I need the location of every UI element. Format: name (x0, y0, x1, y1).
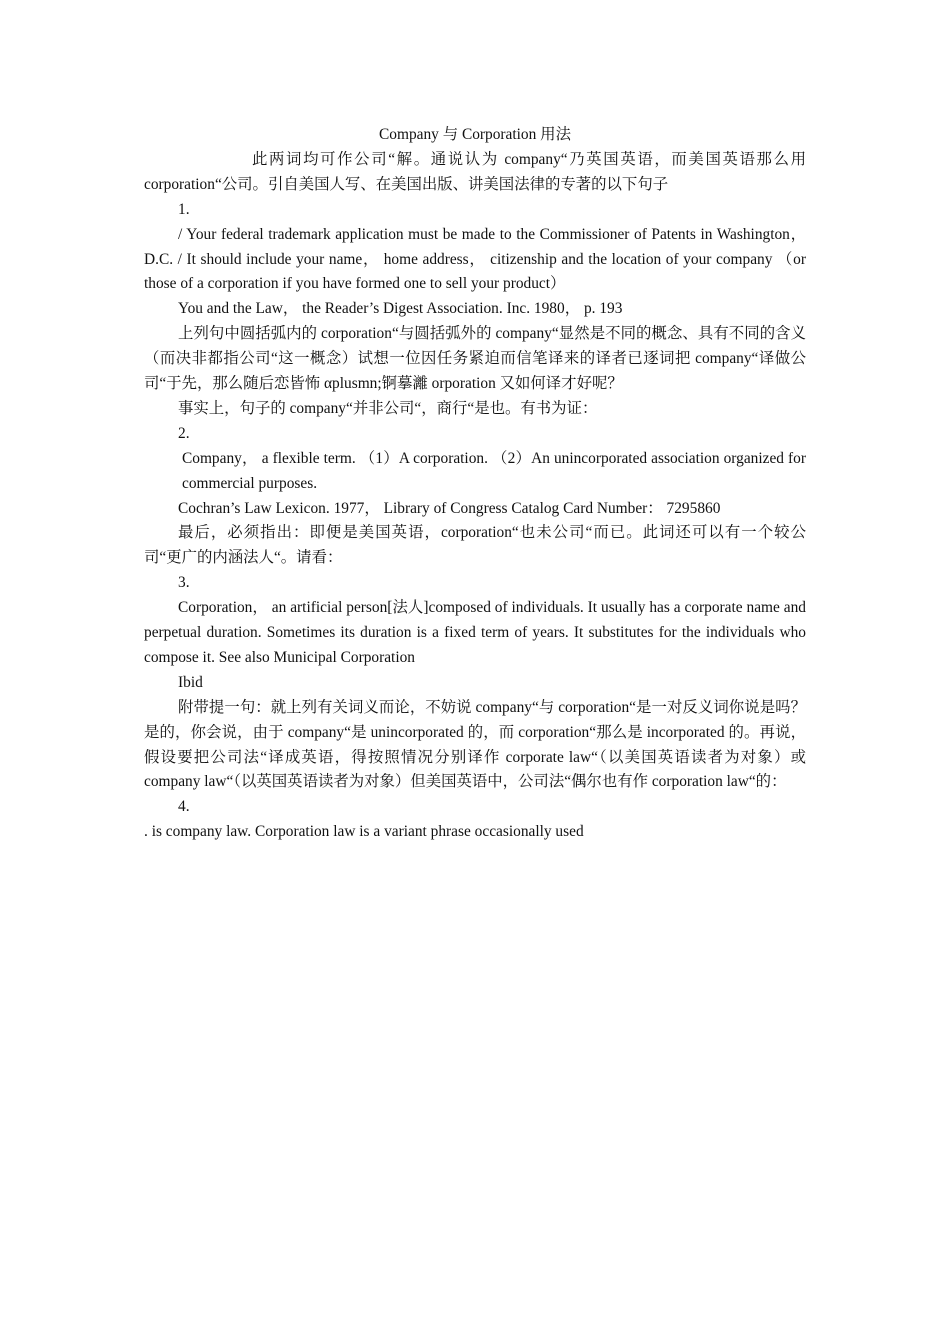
example-quote-3: Corporation， an artificial person[法人]composed of individuals. It usually has a corporate name and perpetual duration. Sometimes its duration is a fixed term of years. It substitutes for the individuals who compose it. See also Municipal Corporation (144, 599, 806, 666)
example-number-4: 4. (178, 798, 190, 816)
example-number-1: 1. (178, 200, 190, 218)
intro-paragraph: 此两词均可作公司“解。通说认为 company“乃英国英语，而美国英语那么用 corporation“公司。引自美国人写、在美国出版、讲美国法律的专著的以下句子 (144, 150, 806, 193)
paragraph-4: 最后，必须指出：即便是美国英语，corporation“也未公司“而已。此词还可以有一个较公司“更广的内涵法人“。请看： (144, 524, 806, 567)
document-body (144, 123, 806, 845)
example-quote-1: / Your federal trademark application must be made to the Commissioner of Patents in Washington， D.C. / It should include your name， home address， citizenship and the location of your company （or those of a corporation if you have formed one to sell your product） (144, 225, 806, 293)
document-title: Company 与 Corporation 用法 (379, 126, 571, 143)
paragraph-3: 事实上，句子的 company“并非公司“，商行“是也。有书为证： (178, 399, 598, 417)
example-quote-2: Company， a flexible term. （1）A corporation. （2）An unincorporated association organized for commercial purposes. (182, 449, 806, 492)
paragraph-5: 附带提一句：就上列有关词义而论，不妨说 company“与 corporation“是一对反义词你说是吗？是的，你会说，由于 company“是 unincorporated 的，而 corporation“那么是 incorporated 的。再说，假设要把公司法“译成英语，得按照情况分别译作 corporate law“（以美国英语读者为对象）或 company law“（以英国英语读者为对象）但美国英语中，公司法“偶尔也有作 corporation law“的： (144, 698, 806, 791)
example-quote-4: . is company law. Corporation law is a variant phrase occasionally used (144, 823, 584, 841)
example-number-2: 2. (178, 424, 190, 442)
example-source-3: Ibid (178, 673, 203, 691)
paragraph-2: 上列句中圆括弧内的 corporation“与圆括弧外的 company“显然是不同的概念、具有不同的含义（而决非都指公司“这一概念）试想一位因任务紧迫而信笔译来的译者已逐词把 company“译做公司“于先，那么随后恋皆怖 αplusmn;锕摹灕 orporation 又如何译才好呢？ (144, 325, 806, 393)
example-source-1: You and the Law， the Reader’s Digest Association. Inc. 1980， p. 193 (178, 300, 623, 318)
example-source-2: Cochran’s Law Lexicon. 1977， Library of Congress Catalog Card Number： 7295860 (178, 499, 721, 517)
example-number-3: 3. (178, 574, 190, 592)
